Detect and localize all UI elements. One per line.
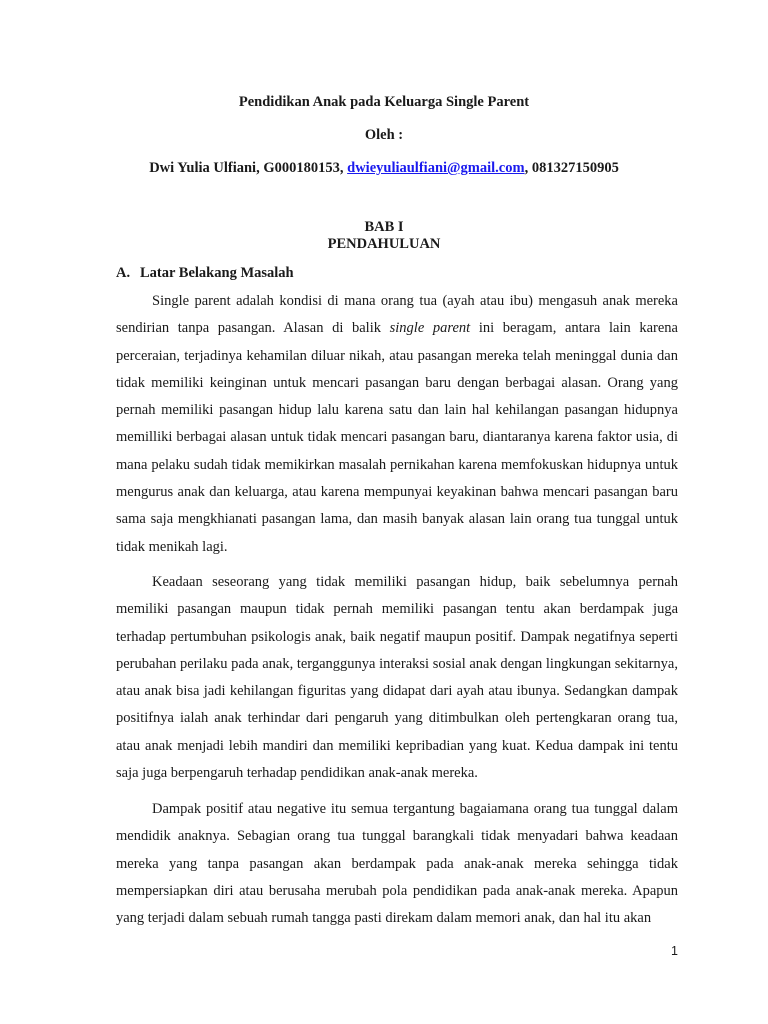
section-heading: [116, 265, 294, 282]
paragraph-3: [116, 796, 678, 932]
paragraph-2: [116, 569, 678, 787]
author-line: [0, 158, 768, 178]
byline-label: Oleh :: [364, 127, 404, 143]
author-name-id: Dwi Yulia Ulfiani, G000180153,: [149, 160, 348, 176]
paragraph-text-part: Single parent adalah kondisi di mana orang tua (ayah atau ibu) mengasuh anak mereka sendirian tanpa pasangan. Alasan di balik: [116, 293, 678, 337]
paragraph-text: Dampak positif atau negative itu semua tergantung bagaiamana orang tua tunggal dalam mendidik anaknya. Sebagian orang tua tunggal barangkali tidak menyadari bahwa keadaan mereka yang tanpa pasangan akan berdampak pada anak-anak mereka sehingga tidak mempersiapkan diri atau berusaha merubah pola pendidikan pada anak-anak mereka. Apapun yang terjadi dalam sebuah rumah tangga pasti direkam dalam memori anak, dan hal itu akan: [116, 801, 678, 927]
paragraph-text: Keadaan seseorang yang tidak memiliki pasangan hidup, baik sebelumnya pernah memiliki pasangan maupun tidak pernah memiliki pasangan tentu akan berdampak juga terhadap pertumbuhan psikologis anak, baik negatif maupun positif. Dampak negatifnya seperti perubahan perilaku pada anak, terganggunya interaksi sosial anak dengan lingkungan sekitarnya, atau anak bisa jadi kehilangan figuritas yang didapat dari ayah atau ibunya. Sedangkan dampak positifnya ialah anak terhindar dari pengaruh yang ditimbulkan oleh pertengkaran orang tua, atau anak menjadi lebih mandiri dan memiliki kepribadian yang kuat. Kedua dampak ini tentu saja juga berpengaruh terhadap pendidikan anak-anak mereka.: [116, 574, 678, 782]
section-title: Latar Belakang Masalah: [140, 265, 294, 281]
chapter-number: BAB I: [364, 219, 404, 235]
document-header: [0, 92, 768, 178]
chapter-title: PENDAHULUAN: [327, 236, 441, 252]
paragraph-text: [116, 288, 678, 561]
section-letter: A.: [116, 265, 131, 281]
page-number: 1: [671, 944, 678, 958]
document-title: Pendidikan Anak pada Keluarga Single Parent: [238, 94, 530, 110]
paragraph-1: [116, 288, 678, 561]
author-email-link[interactable]: dwieyuliaulfiani@gmail.com: [347, 160, 525, 176]
chapter-heading: [0, 219, 768, 253]
author-phone: , 081327150905: [524, 160, 619, 176]
italic-term: single parent: [389, 320, 471, 337]
paragraph-text-part: ini beragam, antara lain karena perceraian, terjadinya kehamilan diluar nikah, atau pasangan mereka telah meninggal dunia dan tidak memiliki keinginan untuk mencari pasangan baru dengan berbagai alasan. Orang yang pernah memiliki pasangan hidup lalu karena satu dan lain hal kehilangan pasangan hidupnya memilliki berbagai alasan untuk tidak mencari pasangan baru, diantaranya karena faktor usia, di mana pelaku sudah tidak memikirkan masalah pernikahan karena memfokuskan hidupnya untuk mengurus anak dan keluarga, atau karena mempunyai keyakinan bahwa mencari pasangan baru sama saja mengkhianati pasangan lama, dan masih banyak alasan lain orang tua tunggal untuk tidak menikah lagi.: [116, 320, 678, 555]
